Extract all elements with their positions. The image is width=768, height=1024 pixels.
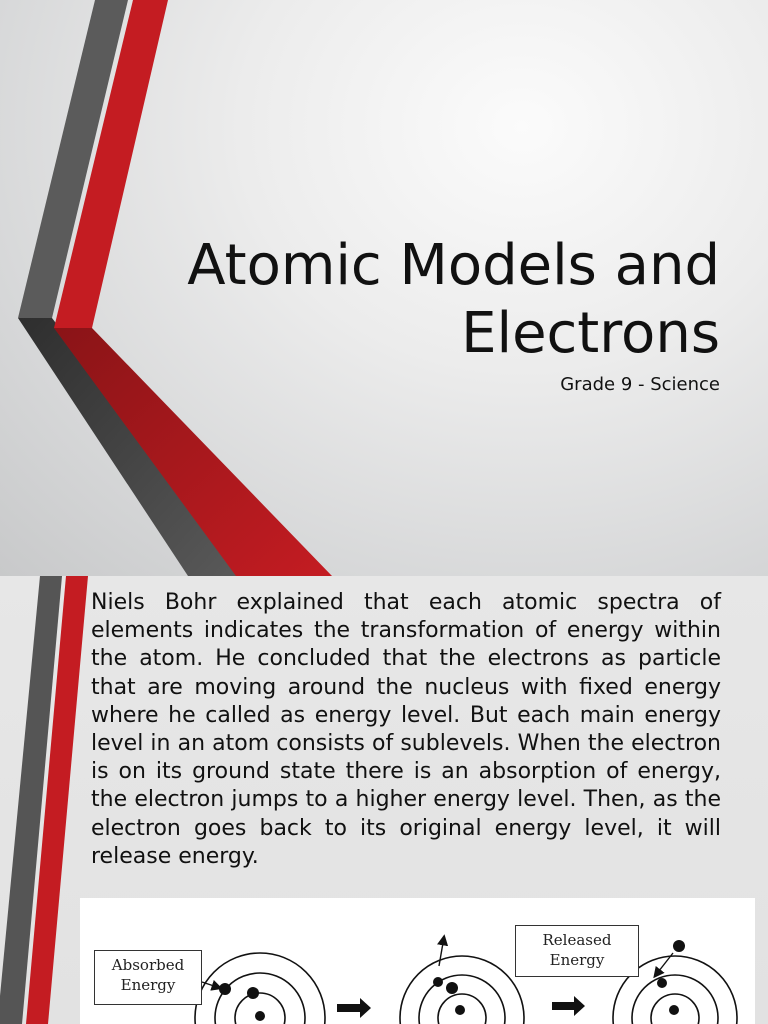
absorbed-energy-label: Absorbed Energy [94, 950, 202, 1005]
electron-absorbed [219, 983, 231, 995]
process-arrow-1 [337, 998, 371, 1018]
nucleus-1b [255, 1011, 265, 1021]
content-slide [0, 576, 768, 1024]
nucleus-2b [455, 1005, 465, 1015]
nucleus-1a [247, 987, 259, 999]
electron-returning [657, 978, 667, 988]
slide-title: Atomic Models and Electrons [187, 233, 720, 366]
released-energy-label: Released Energy [515, 925, 639, 977]
slide-subtitle: Grade 9 - Science [560, 374, 720, 395]
process-arrow-2 [552, 996, 585, 1016]
jump-arrow [439, 937, 444, 966]
electron-jumping [433, 977, 443, 987]
bohr-energy-figure [80, 898, 755, 1024]
nucleus-3 [669, 1005, 679, 1015]
electron-outer [673, 940, 685, 952]
nucleus-2a [446, 982, 458, 994]
body-paragraph: Niels Bohr explained that each atomic spectra of elements indicates the transformation of energy within the atom. He concluded that the electrons as particle that are moving around the nucleus with fixed energy where he called as energy level. But each main energy level in an atom consists of sublevels. When the electron is on its ground state there is an absorption of energy, the electron jumps to a higher energy level. Then, as the electron goes back to its original energy level, it will release energy. [91, 590, 721, 869]
